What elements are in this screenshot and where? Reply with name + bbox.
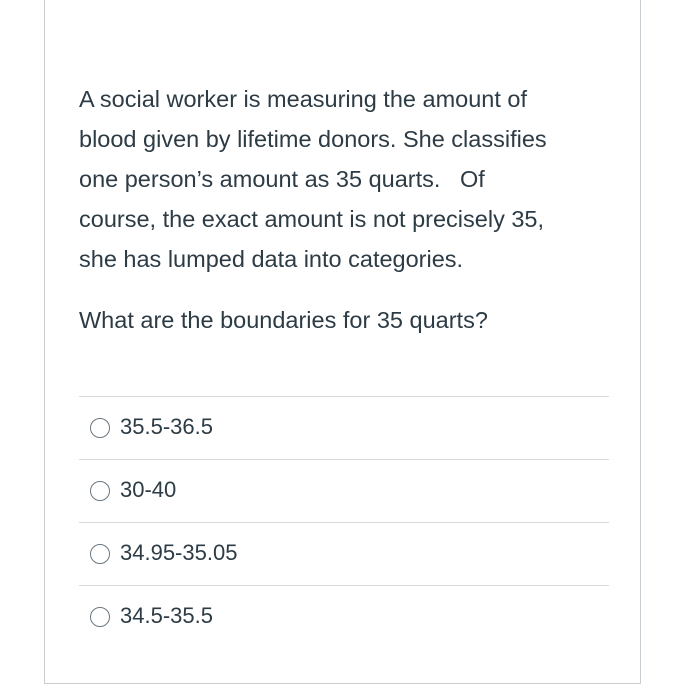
answer-option[interactable] (79, 459, 609, 522)
answer-label: 34.95-35.05 (120, 540, 238, 565)
radio-button[interactable] (90, 418, 110, 438)
question-line: she has lumped data into categories. (79, 246, 464, 272)
radio-button[interactable] (90, 544, 110, 564)
answer-option[interactable] (79, 396, 609, 459)
question-prompt: What are the boundaries for 35 quarts? (79, 307, 488, 333)
question-line: one person’s amount as 35 quarts. Of (79, 166, 485, 192)
radio-button[interactable] (90, 481, 110, 501)
answer-label: 34.5-35.5 (120, 603, 213, 628)
radio-button[interactable] (90, 607, 110, 627)
question-paragraph (79, 79, 619, 279)
answer-list (79, 396, 609, 648)
answer-option[interactable] (79, 522, 609, 585)
answer-option[interactable] (79, 585, 609, 648)
question-line: blood given by lifetime donors. She classifies (79, 126, 547, 152)
answer-label: 30-40 (120, 477, 177, 502)
question-line: A social worker is measuring the amount of (79, 86, 528, 112)
question-text (79, 79, 619, 340)
answer-label: 35.5-36.5 (120, 414, 213, 439)
question-line: course, the exact amount is not precisely 35, (79, 206, 545, 232)
